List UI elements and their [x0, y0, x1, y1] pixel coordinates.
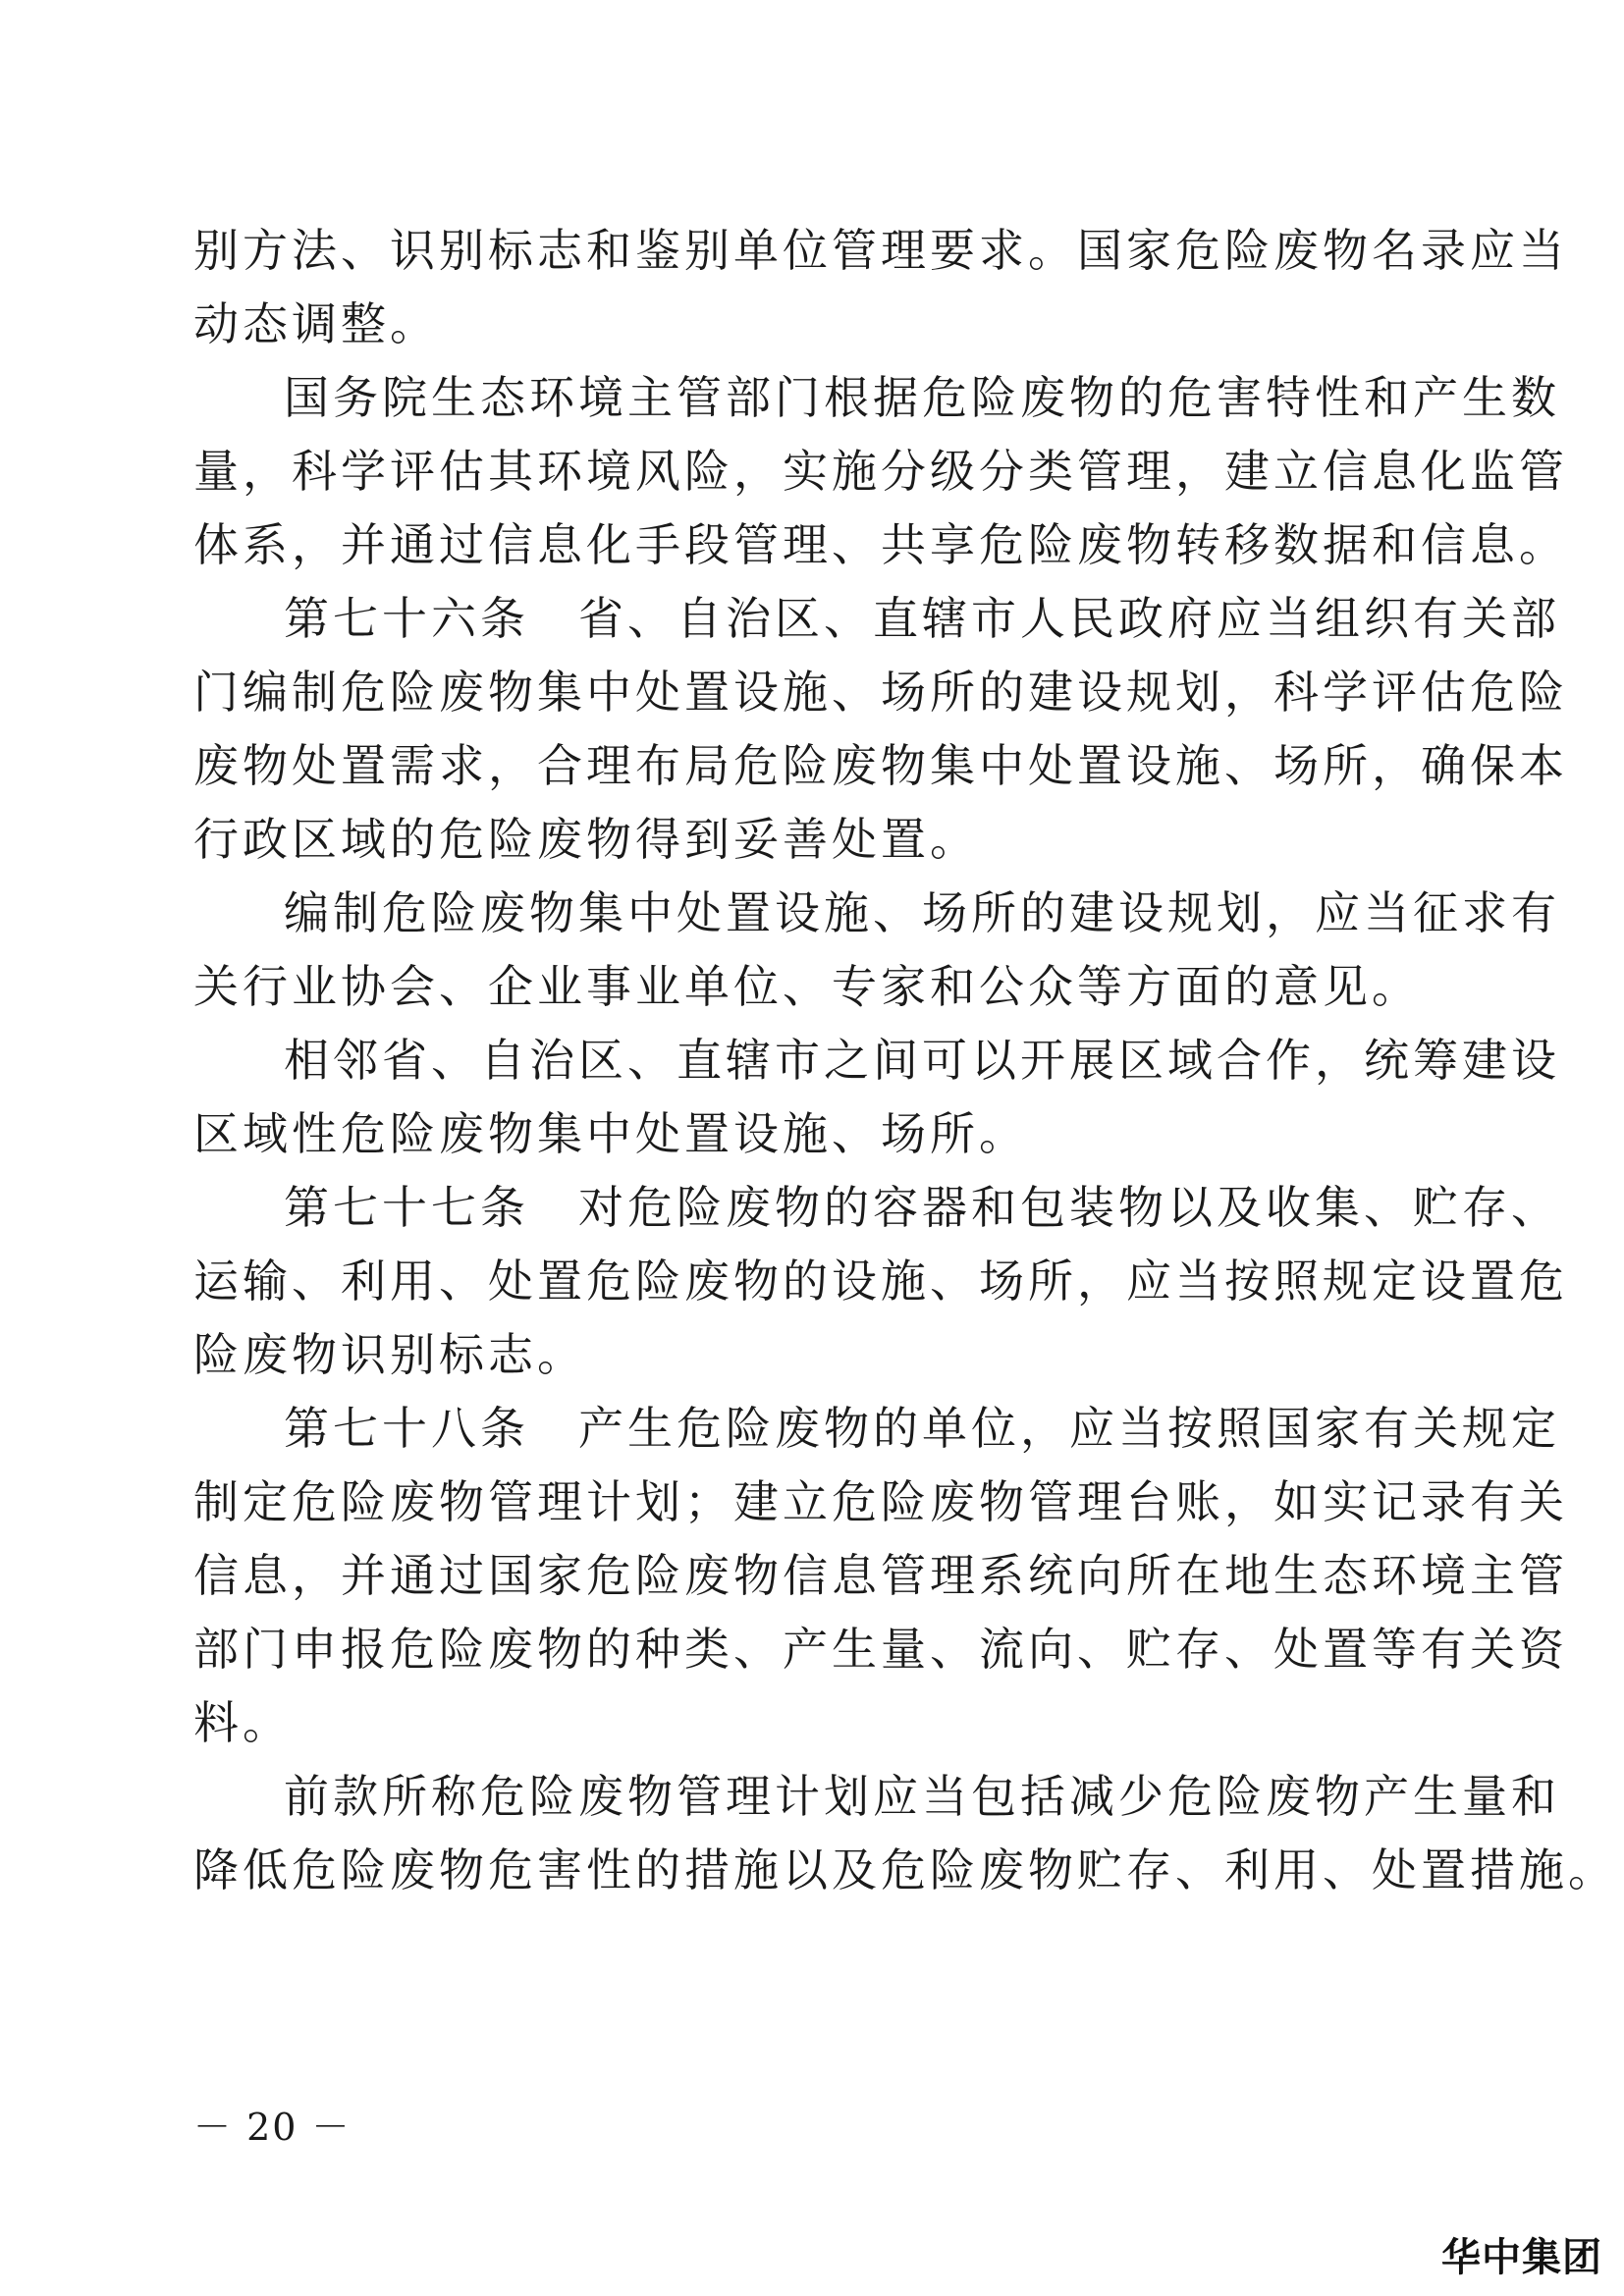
text-line: 关行业协会、企业事业单位、专家和公众等方面的意见。	[193, 960, 1421, 1013]
text-line: 运输、利用、处置危险废物的设施、场所，应当按照规定设置危	[193, 1255, 1568, 1308]
text-line: 动态调整。	[193, 297, 439, 350]
text-line: 相邻省、自治区、直辖市之间可以开展区域合作，统筹建设	[284, 1034, 1560, 1087]
watermark-logo: 华中集团	[1441, 2235, 1602, 2280]
text-line: 行政区域的危险废物得到妥善处置。	[193, 813, 979, 866]
text-line: 体系，并通过信息化手段管理、共享危险废物转移数据和信息。	[193, 518, 1568, 571]
text-line: 编制危险废物集中处置设施、场所的建设规划，应当征求有	[284, 886, 1560, 939]
text-line: 量，科学评估其环境风险，实施分级分类管理，建立信息化监管	[193, 445, 1568, 498]
article-77-line: 第七十七条 对危险废物的容器和包装物以及收集、贮存、	[284, 1181, 1560, 1234]
document-body	[193, 214, 1617, 1907]
text-line: 国务院生态环境主管部门根据危险废物的危害特性和产生数	[284, 371, 1560, 424]
text-line: 前款所称危险废物管理计划应当包括减少危险废物产生量和	[284, 1770, 1560, 1823]
text-line: 制定危险废物管理计划；建立危险废物管理台账，如实记录有关	[193, 1475, 1568, 1528]
text-line: 降低危险废物危害性的措施以及危险废物贮存、利用、处置措施。	[193, 1843, 1617, 1896]
text-line: 险废物识别标志。	[193, 1328, 586, 1381]
text-line: 废物处置需求，合理布局危险废物集中处置设施、场所，确保本	[193, 739, 1568, 792]
text-line: 部门申报危险废物的种类、产生量、流向、贮存、处置等有关资	[193, 1623, 1568, 1676]
text-line: 信息，并通过国家危险废物信息管理系统向所在地生态环境主管	[193, 1549, 1568, 1602]
article-76-line: 第七十六条 省、自治区、直辖市人民政府应当组织有关部	[284, 592, 1560, 645]
text-line: 区域性危险废物集中处置设施、场所。	[193, 1107, 1028, 1160]
text-line: 料。	[193, 1696, 292, 1749]
text-line: 别方法、识别标志和鉴别单位管理要求。国家危险废物名录应当	[193, 224, 1568, 277]
article-78-line: 第七十八条 产生危险废物的单位，应当按照国家有关规定	[284, 1402, 1560, 1455]
text-line: 门编制危险废物集中处置设施、场所的建设规划，科学评估危险	[193, 666, 1568, 719]
page-number: － 20 －	[193, 2106, 352, 2149]
